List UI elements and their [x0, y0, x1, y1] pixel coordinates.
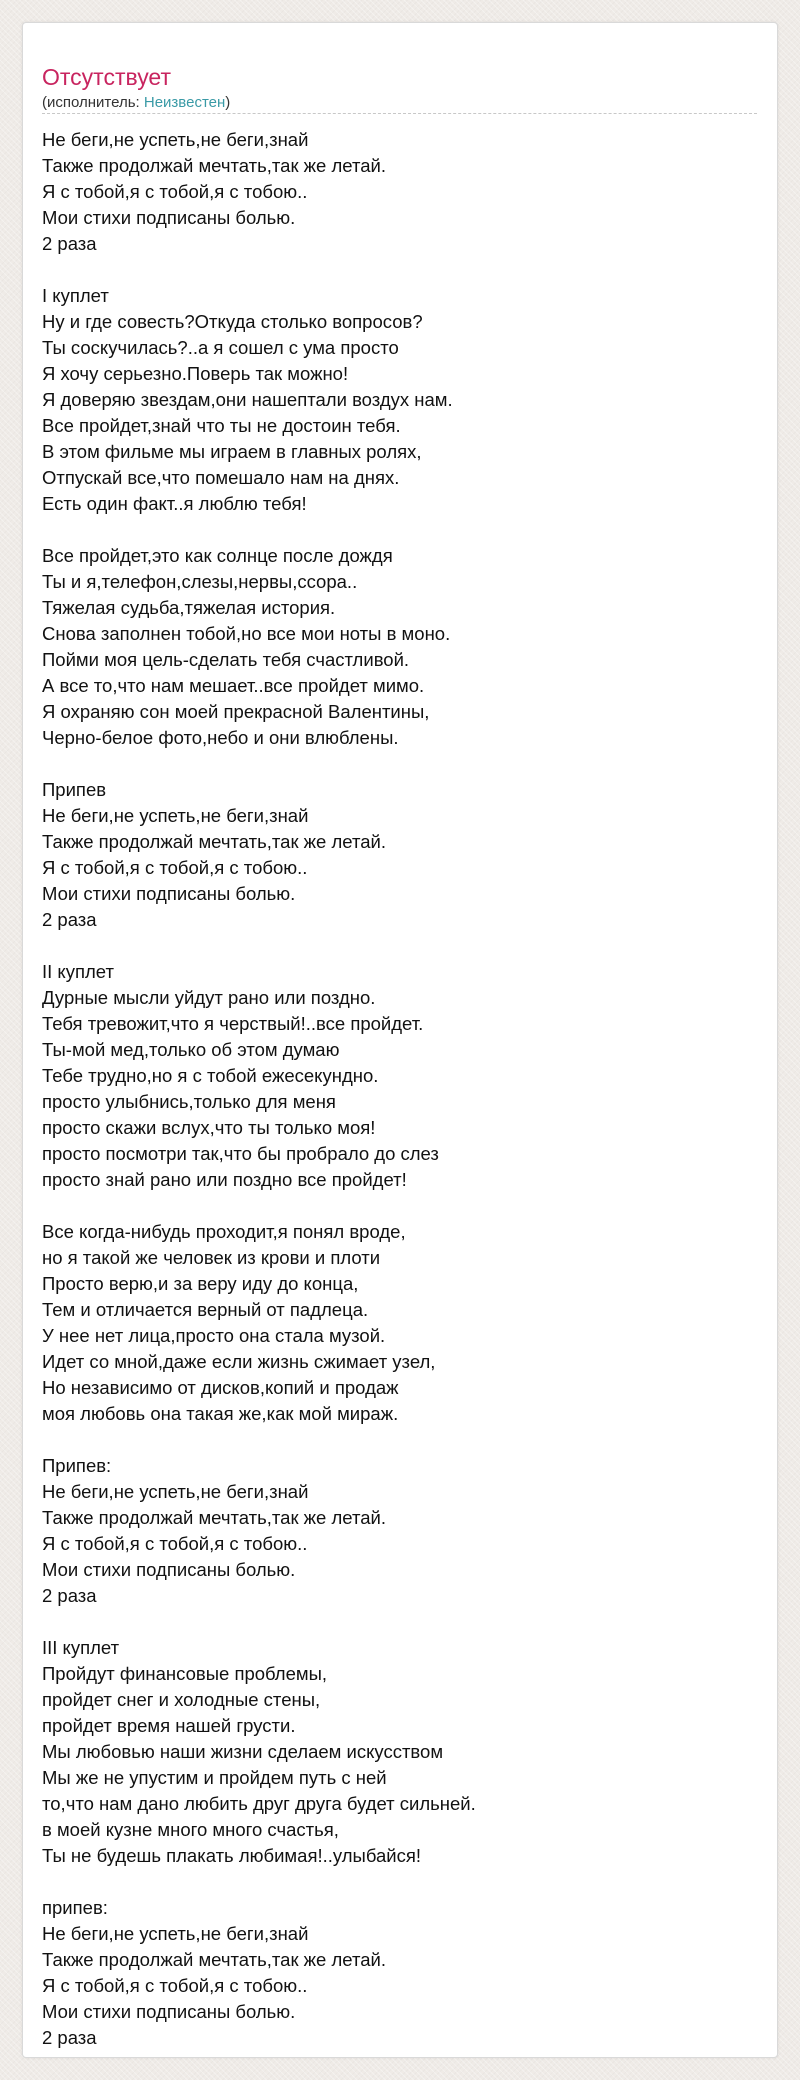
lyrics-stanza — [42, 959, 757, 1193]
lyrics-line: Ты не будешь плакать любимая!..улыбайся! — [42, 1845, 422, 1866]
lyrics-line: II куплет — [42, 961, 114, 982]
lyrics-stanza — [42, 1453, 757, 1609]
lyrics-line: Тем и отличается верный от падлеца. — [42, 1299, 369, 1320]
lyrics-line: Пойми моя цель-сделать тебя счастливой. — [42, 649, 410, 670]
lyrics-line: Также продолжай мечтать,так же летай. — [42, 831, 386, 852]
lyrics-line: в моей кузне много много счастья, — [42, 1819, 339, 1840]
lyrics-line: Я с тобой,я с тобой,я с тобою.. — [42, 181, 308, 202]
lyrics-line: Я охраняю сон моей прекрасной Валентины, — [42, 701, 430, 722]
lyrics-line: Мои стихи подписаны болью. — [42, 207, 296, 228]
lyrics-line: Отпускай все,что помешало нам на днях. — [42, 467, 400, 488]
lyrics-line: 2 раза — [42, 1585, 97, 1606]
lyrics-line: просто улыбнись,только для меня — [42, 1091, 336, 1112]
lyrics-line: Мои стихи подписаны болью. — [42, 2001, 296, 2022]
lyrics-line: Но независимо от дисков,копий и продаж — [42, 1377, 399, 1398]
lyrics-stanza — [42, 127, 757, 257]
song-header — [42, 43, 757, 114]
lyrics-line: просто скажи вслух,что ты только моя! — [42, 1117, 376, 1138]
artist-suffix: ) — [225, 94, 231, 111]
lyrics-line: Все пройдет,это как солнце после дождя — [42, 545, 393, 566]
lyrics-line: просто знай рано или поздно все пройдет! — [42, 1169, 407, 1190]
lyrics-line: Тебе трудно,но я с тобой ежесекундно. — [42, 1065, 379, 1086]
lyrics-line: пройдет время нашей грусти. — [42, 1715, 296, 1736]
lyrics-stanza — [42, 1635, 757, 1869]
artist-prefix: (исполнитель: — [42, 94, 144, 111]
lyrics-line: Мы любовью наши жизни сделаем искусством — [42, 1741, 444, 1762]
lyrics-line: Я доверяю звездам,они нашептали воздух нам. — [42, 389, 453, 410]
lyrics-line: Все когда-нибудь проходит,я понял вроде, — [42, 1221, 406, 1242]
lyrics-line: то,что нам дано любить друг друга будет сильней. — [42, 1793, 476, 1814]
lyrics-line: Все пройдет,знай что ты не достоин тебя. — [42, 415, 401, 436]
lyrics-line: Ты соскучилась?..а я сошел с ума просто — [42, 337, 399, 358]
lyrics-line: III куплет — [42, 1637, 120, 1658]
lyrics-line: Мы же не упустим и пройдем путь с ней — [42, 1767, 387, 1788]
lyrics-line: Ты-мой мед,только об этом думаю — [42, 1039, 340, 1060]
lyrics-line: Мои стихи подписаны болью. — [42, 883, 296, 904]
lyrics-stanza — [42, 283, 757, 517]
lyrics-text — [42, 127, 757, 2051]
lyrics-line: 2 раза — [42, 2027, 97, 2048]
lyrics-line: Не беги,не успеть,не беги,знай — [42, 1923, 309, 1944]
lyrics-line: Просто верю,и за веру иду до конца, — [42, 1273, 359, 1294]
lyrics-line: Ты и я,телефон,слезы,нервы,ссора.. — [42, 571, 358, 592]
lyrics-card — [22, 22, 778, 2058]
artist-link[interactable]: Неизвестен — [143, 94, 226, 111]
lyrics-line: Я с тобой,я с тобой,я с тобою.. — [42, 1533, 308, 1554]
lyrics-line: Черно-белое фото,небо и они влюблены. — [42, 727, 399, 748]
lyrics-stanza — [42, 1219, 757, 1427]
lyrics-line: Пройдут финансовые проблемы, — [42, 1663, 328, 1684]
lyrics-stanza — [42, 1895, 757, 2051]
lyrics-line: 2 раза — [42, 909, 97, 930]
lyrics-line: Я с тобой,я с тобой,я с тобою.. — [42, 857, 308, 878]
lyrics-line: Снова заполнен тобой,но все мои ноты в моно. — [42, 623, 451, 644]
lyrics-line: Я с тобой,я с тобой,я с тобою.. — [42, 1975, 308, 1996]
lyrics-line: Мои стихи подписаны болью. — [42, 1559, 296, 1580]
lyrics-line: Есть один факт..я люблю тебя! — [42, 493, 307, 514]
lyrics-line: В этом фильме мы играем в главных ролях, — [42, 441, 422, 462]
lyrics-line: Тебя тревожит,что я черствый!..все пройдет. — [42, 1013, 424, 1034]
lyrics-line: Не беги,не успеть,не беги,знай — [42, 129, 309, 150]
lyrics-line: Тяжелая судьба,тяжелая история. — [42, 597, 336, 618]
lyrics-line: I куплет — [42, 285, 109, 306]
lyrics-line: У нее нет лица,просто она стала музой. — [42, 1325, 386, 1346]
artist-line — [42, 93, 230, 113]
lyrics-line: Не беги,не успеть,не беги,знай — [42, 805, 309, 826]
lyrics-line: Также продолжай мечтать,так же летай. — [42, 1949, 386, 1970]
song-title: Отсутствует — [42, 64, 171, 90]
lyrics-line: Не беги,не успеть,не беги,знай — [42, 1481, 309, 1502]
lyrics-stanza — [42, 777, 757, 933]
lyrics-line: Дурные мысли уйдут рано или поздно. — [42, 987, 376, 1008]
lyrics-line: 2 раза — [42, 233, 97, 254]
lyrics-line: А все то,что нам мешает..все пройдет мимо. — [42, 675, 425, 696]
lyrics-line: но я такой же человек из крови и плоти — [42, 1247, 381, 1268]
lyrics-line: Идет со мной,даже если жизнь сжимает узел, — [42, 1351, 436, 1372]
lyrics-line: пройдет снег и холодные стены, — [42, 1689, 321, 1710]
lyrics-line: Ну и где совесть?Откуда столько вопросов? — [42, 311, 423, 332]
lyrics-line: Также продолжай мечтать,так же летай. — [42, 1507, 386, 1528]
lyrics-line: Я хочу серьезно.Поверь так можно! — [42, 363, 349, 384]
lyrics-line: просто посмотри так,что бы пробрало до слез — [42, 1143, 439, 1164]
lyrics-stanza — [42, 543, 757, 751]
lyrics-line: Припев: — [42, 1455, 112, 1476]
lyrics-line: припев: — [42, 1897, 108, 1918]
lyrics-line: моя любовь она такая же,как мой мираж. — [42, 1403, 399, 1424]
lyrics-line: Также продолжай мечтать,так же летай. — [42, 155, 386, 176]
lyrics-line: Припев — [42, 779, 107, 800]
